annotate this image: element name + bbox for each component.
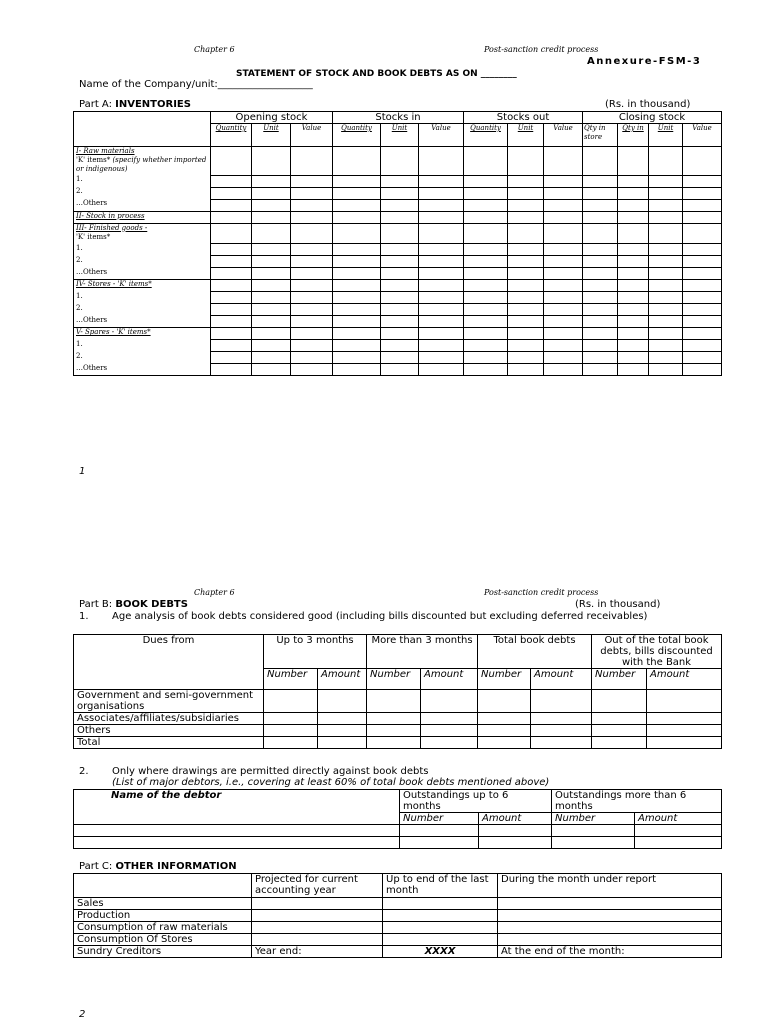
page-number: 2 <box>79 1009 86 1020</box>
col-unit: Unit <box>649 124 683 147</box>
year-end-label: Year end: <box>252 946 383 958</box>
col-up-to-3-months: Up to 3 months <box>264 635 367 669</box>
row-others: Others <box>74 725 264 737</box>
col-amount: Amount <box>479 813 552 825</box>
row-government: Government and semi-government organisations <box>74 690 264 713</box>
units-note: (Rs. in thousand) <box>575 599 661 610</box>
row-raw-materials: I- Raw materials 'K' items* (specify whether imported or indigenous) <box>74 147 211 176</box>
row-item: 2. <box>74 256 211 268</box>
row-stock-in-process: II- Stock in process <box>74 211 211 223</box>
item-2-number: 2. <box>79 766 89 777</box>
col-value: Value <box>683 124 722 147</box>
row-finished-goods: III- Finished goods - 'K' items* <box>74 223 211 244</box>
col-amount: Amount <box>647 669 722 690</box>
group-stocks-in: Stocks in <box>333 112 464 124</box>
row-associates: Associates/affiliates/subsidiaries <box>74 713 264 725</box>
group-stocks-out: Stocks out <box>464 112 583 124</box>
other-information-table <box>73 873 722 958</box>
age-analysis-table <box>73 634 722 749</box>
col-number: Number <box>478 669 531 690</box>
annexure-label: Annexure-FSM-3 <box>587 56 702 67</box>
col-quantity: Quantity <box>211 124 252 147</box>
col-qty-in: Qty in <box>618 124 649 147</box>
part-a-heading: Part A: INVENTORIES <box>79 99 191 110</box>
item-2-note: (List of major debtors, i.e., covering at least 60% of total book debts mentioned above) <box>112 777 550 788</box>
chapter-header: Chapter 6 <box>194 45 235 54</box>
col-projected: Projected for current accounting year <box>252 874 383 898</box>
col-name-of-debtor: Name of the debtor <box>74 790 400 825</box>
col-amount: Amount <box>635 813 722 825</box>
col-unit: Unit <box>381 124 419 147</box>
row-item: 1. <box>74 175 211 187</box>
units-note: (Rs. in thousand) <box>605 99 691 110</box>
row-consumption-stores: Consumption Of Stores <box>74 934 252 946</box>
col-up-to-last-month: Up to end of the last month <box>383 874 498 898</box>
row-item: 1. <box>74 340 211 352</box>
row-total: Total <box>74 737 264 749</box>
group-opening-stock: Opening stock <box>211 112 333 124</box>
page-number: 1 <box>79 466 86 477</box>
section-header: Post-sanction credit process <box>484 45 599 54</box>
row-others: …Others <box>74 268 211 280</box>
page-title: STATEMENT OF STOCK AND BOOK DEBTS AS ON ________ <box>236 69 517 79</box>
section-header: Post-sanction credit process <box>484 588 599 597</box>
row-consumption-raw: Consumption of raw materials <box>74 922 252 934</box>
col-blank <box>74 874 252 898</box>
col-bills-discounted: Out of the total book debts, bills discounted with the Bank <box>592 635 722 669</box>
item-2-text: Only where drawings are permitted directly against book debts <box>112 766 429 777</box>
xxxx-placeholder: XXXX <box>383 946 498 958</box>
col-qty-in-store: Qty in store <box>583 124 618 147</box>
row-others: …Others <box>74 316 211 328</box>
row-spares: V- Spares - 'K' items* <box>74 328 211 340</box>
col-outstandings-up-to-6: Outstandings up to 6 months <box>400 790 552 813</box>
col-number: Number <box>400 813 479 825</box>
col-value: Value <box>291 124 333 147</box>
col-number: Number <box>552 813 635 825</box>
col-value: Value <box>544 124 583 147</box>
col-amount: Amount <box>531 669 592 690</box>
col-dues-from: Dues from <box>74 635 264 690</box>
row-item: 1. <box>74 292 211 304</box>
item-1-number: 1. <box>79 611 89 622</box>
col-amount: Amount <box>421 669 478 690</box>
row-item: 2. <box>74 187 211 199</box>
company-name-field: Name of the Company/unit:___________________ <box>79 79 313 90</box>
col-quantity: Quantity <box>464 124 508 147</box>
col-during-month: During the month under report <box>498 874 722 898</box>
row-item: 2. <box>74 352 211 364</box>
col-unit: Unit <box>508 124 544 147</box>
part-c-heading: Part C: OTHER INFORMATION <box>79 861 237 872</box>
row-others: …Others <box>74 199 211 211</box>
chapter-header: Chapter 6 <box>194 588 235 597</box>
row-others: …Others <box>74 364 211 376</box>
col-number: Number <box>592 669 647 690</box>
major-debtors-table <box>73 789 722 849</box>
col-outstandings-more-than-6: Outstandings more than 6 months <box>552 790 722 813</box>
col-total-book-debts: Total book debts <box>478 635 592 669</box>
group-closing-stock: Closing stock <box>583 112 722 124</box>
row-production: Production <box>74 910 252 922</box>
row-sundry-creditors: Sundry Creditors <box>74 946 252 958</box>
col-number: Number <box>264 669 318 690</box>
row-item: 2. <box>74 304 211 316</box>
col-number: Number <box>367 669 421 690</box>
row-sales: Sales <box>74 898 252 910</box>
inventories-table <box>73 111 722 376</box>
row-stores: IV- Stores - 'K' items* <box>74 280 211 292</box>
col-value: Value <box>419 124 464 147</box>
col-unit: Unit <box>252 124 291 147</box>
item-1-text: Age analysis of book debts considered good (including bills discounted but excluding deferred receivables) <box>112 611 648 622</box>
month-end-label: At the end of the month: <box>498 946 722 958</box>
part-b-heading: Part B: BOOK DEBTS <box>79 599 188 610</box>
row-item: 1. <box>74 244 211 256</box>
col-amount: Amount <box>318 669 367 690</box>
col-more-than-3-months: More than 3 months <box>367 635 478 669</box>
col-quantity: Quantity <box>333 124 381 147</box>
